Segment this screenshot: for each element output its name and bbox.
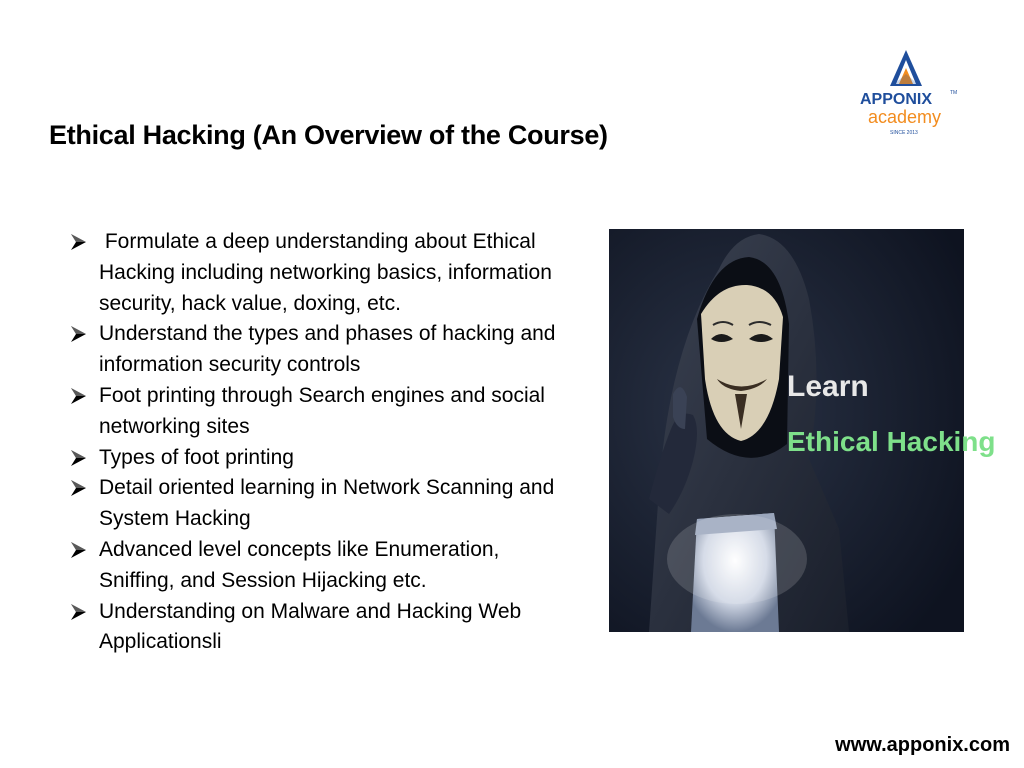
arrow-bullet-icon [69, 541, 87, 559]
arrow-bullet-icon [69, 387, 87, 405]
learn-ethical-hacking-image [609, 229, 996, 632]
bullet-text: Detail oriented learning in Network Scanning and System Hacking [99, 476, 555, 531]
logo-brand-text: APPONIX [860, 91, 933, 108]
apponix-academy-logo [852, 46, 962, 138]
list-item [68, 597, 568, 659]
bullet-text: Advanced level concepts like Enumeration, Sniffing, and Session Hijacking etc. [99, 537, 500, 592]
bullet-text: Understand the types and phases of hacking and information security controls [99, 322, 556, 377]
course-overview-list [68, 227, 568, 658]
logo-since-text: SINCE 2013 [890, 130, 918, 136]
bullet-text: Formulate a deep understanding about Ethical Hacking including networking basics, information security, hack value, doxing, etc. [99, 230, 558, 315]
list-item [68, 535, 568, 597]
list-item [68, 381, 568, 443]
list-item [68, 473, 568, 535]
arrow-bullet-icon [69, 449, 87, 467]
bullet-text: Foot printing through Search engines and social networking sites [99, 383, 545, 438]
image-caption-learn: Learn [787, 370, 869, 403]
list-item [68, 443, 568, 474]
logo-sub-text: academy [868, 107, 942, 127]
slide-title: Ethical Hacking (An Overview of the Course) [49, 120, 608, 150]
list-item [68, 227, 568, 319]
arrow-bullet-icon [69, 479, 87, 497]
bullet-text: Types of foot printing [99, 445, 294, 469]
arrow-bullet-icon [69, 233, 87, 251]
footer-website: www.apponix.com [835, 734, 1010, 756]
image-caption-ethical-hacking: Ethical Hacking [787, 426, 996, 457]
logo-tm-text: TM [950, 90, 958, 96]
arrow-bullet-icon [69, 325, 87, 343]
arrow-bullet-icon [69, 603, 87, 621]
list-item [68, 319, 568, 381]
bullet-text: Understanding on Malware and Hacking Web Applicationsli [99, 599, 522, 654]
